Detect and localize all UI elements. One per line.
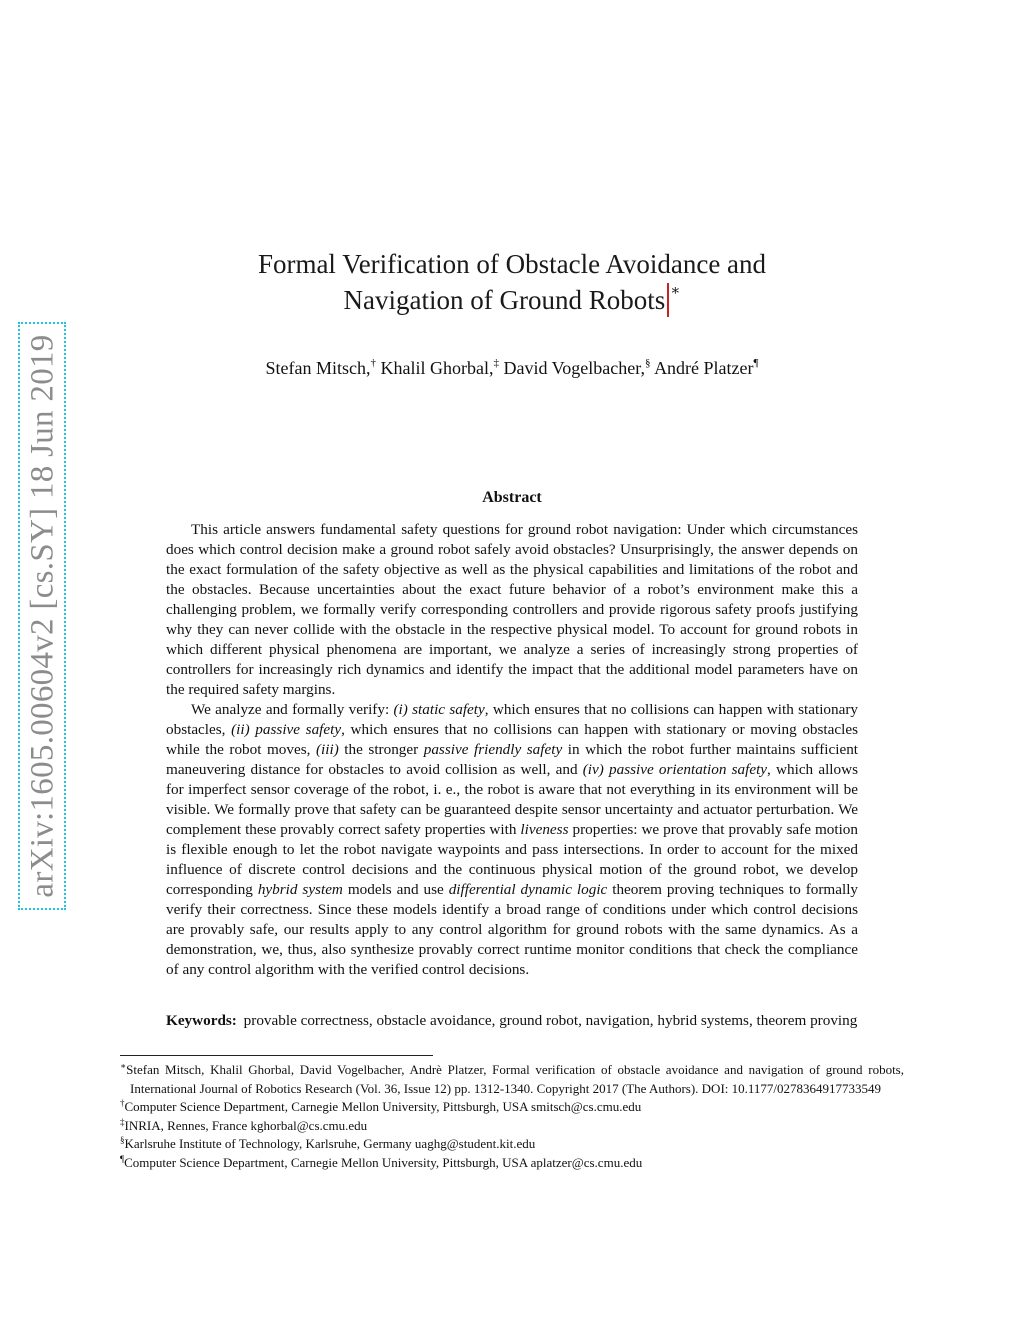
abstract-paragraph-2 xyxy=(166,700,858,980)
author-name: David Vogelbacher, xyxy=(503,358,646,378)
text-run: , which ensures that no collisions can happen with stationary obstacles, xyxy=(166,701,859,738)
footnote-text: Karlsruhe Institute of Technology, Karlsruhe, Germany uaghg@student.kit.edu xyxy=(124,1136,536,1152)
text-run: We analyze and formally verify: xyxy=(191,701,394,718)
text-run: in which the robot further maintains sufficient maneuvering distance for obstacles to avoid collision as well, and xyxy=(166,741,859,778)
footnote-text: Stefan Mitsch, Khalil Ghorbal, David Vogelbacher, Andrè Platzer, Formal verification of obstacle avoidance and navigation of ground robots, International Journal of Robotics Research (Vol. 36, Issue 12) pp. 1312-1340. Copyright 2017 (The Authors). DOI: 10.1177/0278364917733549 xyxy=(126,1062,904,1096)
title-line-2: Navigation of Ground Robots xyxy=(343,285,666,315)
text-cursor xyxy=(667,283,669,317)
title-line-2-wrap xyxy=(160,282,864,318)
text-run: the stronger xyxy=(338,741,424,758)
keywords-text: provable correctness, obstacle avoidance, ground robot, navigation, hybrid systems, theorem proving xyxy=(243,1012,858,1029)
footnote-affiliation xyxy=(120,1117,904,1136)
footnote-rule xyxy=(120,1055,433,1056)
emphasis-passive-safety: (ii) passive safety xyxy=(231,721,342,738)
abstract-body xyxy=(166,520,858,980)
footnotes xyxy=(120,1061,904,1173)
title-line-1: Formal Verification of Obstacle Avoidance and xyxy=(257,249,767,279)
emphasis-item-iii: (iii) xyxy=(315,741,339,758)
author-name: André Platzer xyxy=(654,358,754,378)
footnote-mark: ¶ xyxy=(120,1153,125,1164)
author-name: Khalil Ghorbal, xyxy=(380,358,494,378)
footnote-text: Computer Science Department, Carnegie Mellon University, Pittsburgh, USA aplatzer@cs.cmu.edu xyxy=(124,1154,643,1170)
author-footnote-mark[interactable]: § xyxy=(645,357,651,369)
footnote-mark: ∗ xyxy=(120,1061,127,1071)
emphasis-passive-orientation-safety: (iv) passive orientation safety xyxy=(582,761,768,778)
emphasis-passive-friendly-safety: passive friendly safety xyxy=(423,741,563,758)
footnote-mark: † xyxy=(120,1098,125,1109)
emphasis-static-safety: (i) static safety xyxy=(393,701,485,718)
footnote-mark: § xyxy=(120,1135,125,1146)
title-footnote-mark[interactable]: ∗ xyxy=(670,283,681,299)
abstract-paragraph-1: This article answers fundamental safety questions for ground robot navigation: Under which circumstances does which control decision make a ground robot safely avoid obstacles? Unsurprisingly, the answer depends on the exact formulation of the safety objective as well as the physical capabilities and limitations of the robot and the obstacles. Because uncertainties about the exact future behavior of a robot’s environment make this a challenging problem, we formally verify corresponding controllers and provide rigorous safety proofs justifying why they can never collide with the obstacle in the respective physical model. To account for ground robots in which different physical phenomena are important, we analyze a series of increasingly strong properties of controllers for increasingly rich dynamics and identify the impact that the additional model parameters have on the required safety margins. xyxy=(166,521,858,698)
footnote-text: Computer Science Department, Carnegie Mellon University, Pittsburgh, USA smitsch@cs.cmu.edu xyxy=(124,1099,642,1115)
footnote-text: INRIA, Rennes, France kghorbal@cs.cmu.edu xyxy=(124,1117,368,1133)
author-footnote-mark[interactable]: † xyxy=(370,357,376,369)
arxiv-stamp[interactable]: arXiv:1605.00604v2 [cs.SY] 18 Jun 2019 xyxy=(24,334,61,898)
footnote-affiliation xyxy=(120,1135,904,1154)
author-list xyxy=(150,356,874,380)
abstract-heading: Abstract xyxy=(482,489,542,506)
text-run: properties: we prove that provably safe motion is flexible enough to let the robot navigate waypoints and pass intersections. In order to account for the mixed influence of discrete control decisions and the continuous physical motion of the ground robot, we develop corresponding xyxy=(166,821,858,898)
footnote-mark: ‡ xyxy=(120,1116,125,1127)
keywords xyxy=(166,1011,858,1031)
emphasis-hybrid-system: hybrid system xyxy=(257,881,343,898)
emphasis-liveness: liveness xyxy=(520,821,569,838)
author-footnote-mark[interactable]: ¶ xyxy=(753,357,759,369)
text-run: models and use xyxy=(342,881,449,898)
footnote-affiliation xyxy=(120,1098,904,1117)
author-footnote-mark[interactable]: ‡ xyxy=(493,357,499,369)
paper-title xyxy=(160,246,864,318)
footnote-citation xyxy=(120,1061,904,1098)
footnote-affiliation xyxy=(120,1154,904,1173)
emphasis-differential-dynamic-logic: differential dynamic logic xyxy=(448,881,608,898)
text-run: , which ensures that no collisions can happen with stationary or moving obstacles while the robot moves, xyxy=(166,721,858,758)
text-run: , which allows for imperfect sensor coverage of the robot, i. e., the robot is aware that not everything in its environment will be visible. We formally prove that safety can be guaranteed despite sensor uncertainty and actuator perturbation. We complement these provably correct safety properties with xyxy=(166,761,858,838)
text-run: theorem proving techniques to formally verify their correctness. Since these models identify a broad range of conditions under which control decisions are provably safe, our results apply to any control algorithm for ground robots with the same dynamics. As a demonstration, we, thus, also synthesize provably correct runtime monitor conditions that check the compliance of any control algorithm with the verified control decisions. xyxy=(166,881,859,978)
keywords-label: Keywords: xyxy=(166,1012,237,1029)
author-name: Stefan Mitsch, xyxy=(265,358,371,378)
